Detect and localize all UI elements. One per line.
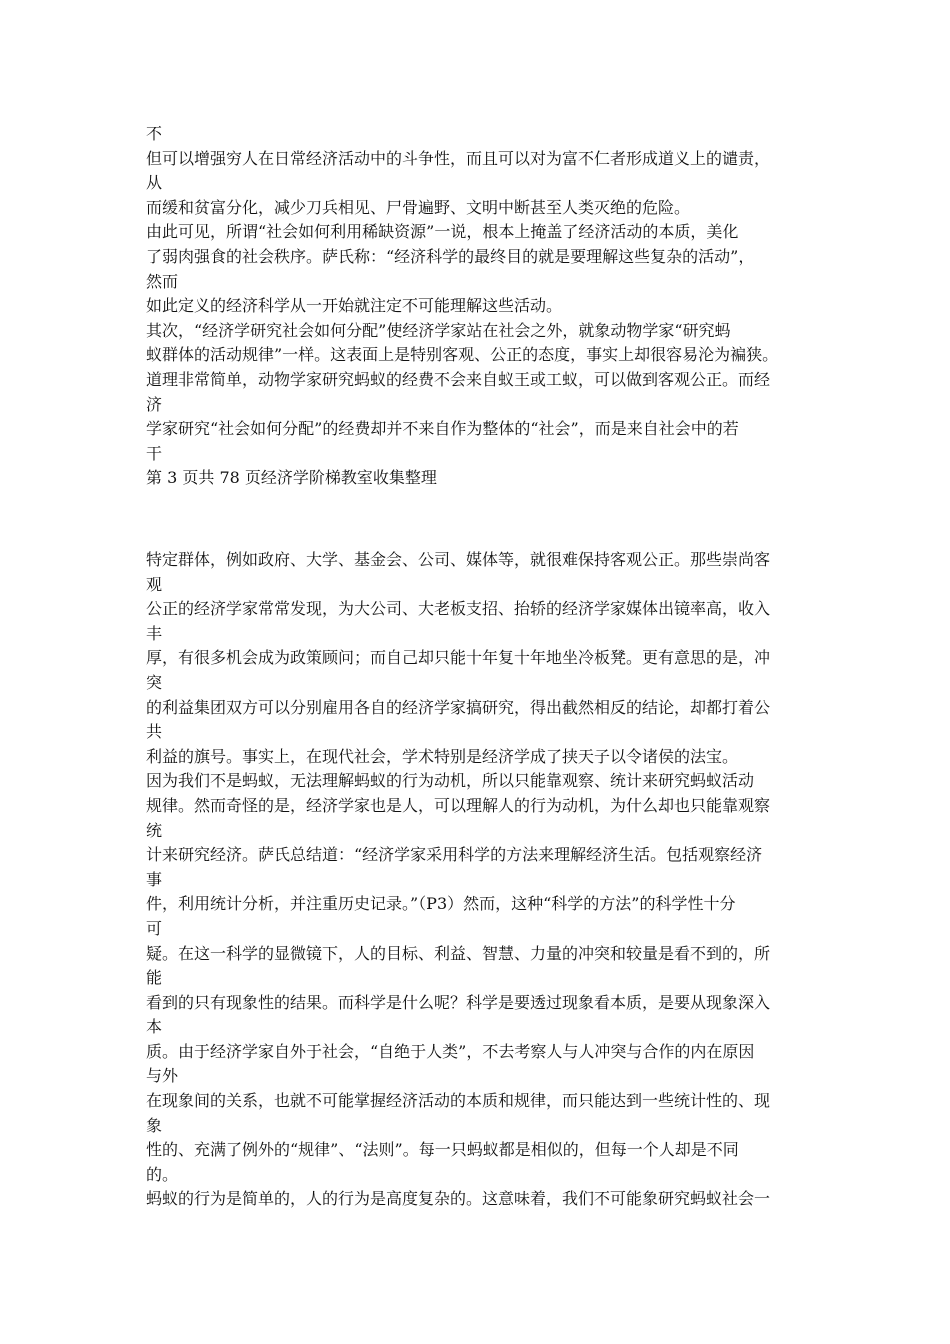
- text-line: 不: [146, 124, 163, 143]
- text-line: 突: [146, 672, 163, 692]
- text-line: 能: [146, 968, 163, 988]
- text-line: 在现象间的关系，也就不可能掌握经济活动的本质和规律，而只能达到一些统计性的、现: [146, 1091, 771, 1111]
- text-line: 计来研究经济。萨氏总结道：“经济学家采用科学的方法来理解经济生活。包括观察经济: [146, 845, 763, 865]
- text-line: 的。: [146, 1164, 179, 1184]
- text-line: 本: [146, 1017, 163, 1037]
- text-line: 济: [146, 394, 163, 414]
- text-line: 公正的经济学家常常发现，为大公司、大老板支招、抬轿的经济学家媒体出镜率高，收入: [146, 599, 771, 619]
- text-line: 特定群体，例如政府、大学、基金会、公司、媒体等，就很难保持客观公正。那些崇尚客: [146, 550, 771, 569]
- text-line: 蚁群体的活动规律”一样。这表面上是特别客观、公正的态度，事实上却很容易沦为褊狭。: [146, 345, 779, 365]
- text-line: 观: [146, 574, 163, 594]
- text-line: 厚，有很多机会成为政策顾问；而自己却只能十年复十年地坐冷板凳。更有意思的是，冲: [146, 648, 771, 668]
- text-line: 丰: [146, 623, 163, 643]
- text-line: 件，利用统计分析，并注重历史记录。”（P3）然而，这种“科学的方法”的科学性十分: [146, 894, 736, 914]
- text-line: 干: [146, 443, 163, 463]
- text-line: 而缓和贫富分化，减少刀兵相见、尸骨遍野、文明中断甚至人类灭绝的危险。: [146, 197, 691, 217]
- text-line: 规律。然而奇怪的是，经济学家也是人，可以理解人的行为动机，为什么却也只能靠观察: [146, 795, 771, 815]
- text-line: 从: [146, 173, 163, 193]
- text-line: 与外: [146, 1066, 179, 1086]
- text-line: 统: [146, 820, 163, 840]
- text-line: 蚂蚁的行为是简单的，人的行为是高度复杂的。这意味着，我们不可能象研究蚂蚁社会一: [146, 1189, 771, 1209]
- text-line: 事: [146, 869, 163, 889]
- text-line: 的利益集团双方可以分别雇用各自的经济学家搞研究，得出截然相反的结论，却都打着公: [146, 697, 771, 717]
- text-line: 看到的只有现象性的结果。而科学是什么呢？科学是要透过现象看本质，是要从现象深入: [146, 992, 771, 1012]
- text-line: 其次，“经济学研究社会如何分配”使经济学家站在社会之外，就象动物学家“研究蚂: [146, 320, 731, 340]
- text-line: 性的、充满了例外的“规律”、“法则”。每一只蚂蚁都是相似的，但每一个人却是不同: [146, 1140, 739, 1160]
- text-line: 疑。在这一科学的显微镜下，人的目标、利益、智慧、力量的冲突和较量是看不到的，所: [146, 943, 771, 963]
- text-line: 利益的旗号。事实上，在现代社会，学术特别是经济学成了挟天子以令诸侯的法宝。: [146, 746, 739, 766]
- text-line: 共: [146, 722, 163, 742]
- text-line: 但可以增强穷人在日常经济活动中的斗争性，而且可以对为富不仁者形成道义上的谴责，: [146, 148, 771, 168]
- text-line: 因为我们不是蚂蚁，无法理解蚂蚁的行为动机，所以只能靠观察、统计来研究蚂蚁活动: [146, 771, 755, 791]
- text-line: 由此可见，所谓“社会如何利用稀缺资源”一说，根本上掩盖了经济活动的本质，美化: [146, 222, 739, 242]
- text-block-bottom: [146, 548, 816, 1212]
- text-line: 学家研究“社会如何分配”的经费却并不来自作为整体的“社会”，而是来自社会中的若: [146, 419, 739, 439]
- text-line: 如此定义的经济科学从一开始就注定不可能理解这些活动。: [146, 296, 563, 316]
- text-block-top: [146, 122, 816, 491]
- text-line: 然而: [146, 271, 179, 291]
- text-line: 可: [146, 918, 163, 938]
- text-line: 象: [146, 1115, 163, 1135]
- text-line: 了弱肉强食的社会秩序。萨氏称：“经济科学的最终目的就是要理解这些复杂的活动”，: [146, 246, 755, 266]
- text-line: 道理非常简单，动物学家研究蚂蚁的经费不会来自蚁王或工蚁，可以做到客观公正。而经: [146, 369, 771, 389]
- text-line: 质。由于经济学家自外于社会，“自绝于人类”，不去考察人与人冲突与合作的内在原因: [146, 1041, 755, 1061]
- text-line: 第 3 页共 78 页经济学阶梯教室收集整理: [146, 468, 437, 488]
